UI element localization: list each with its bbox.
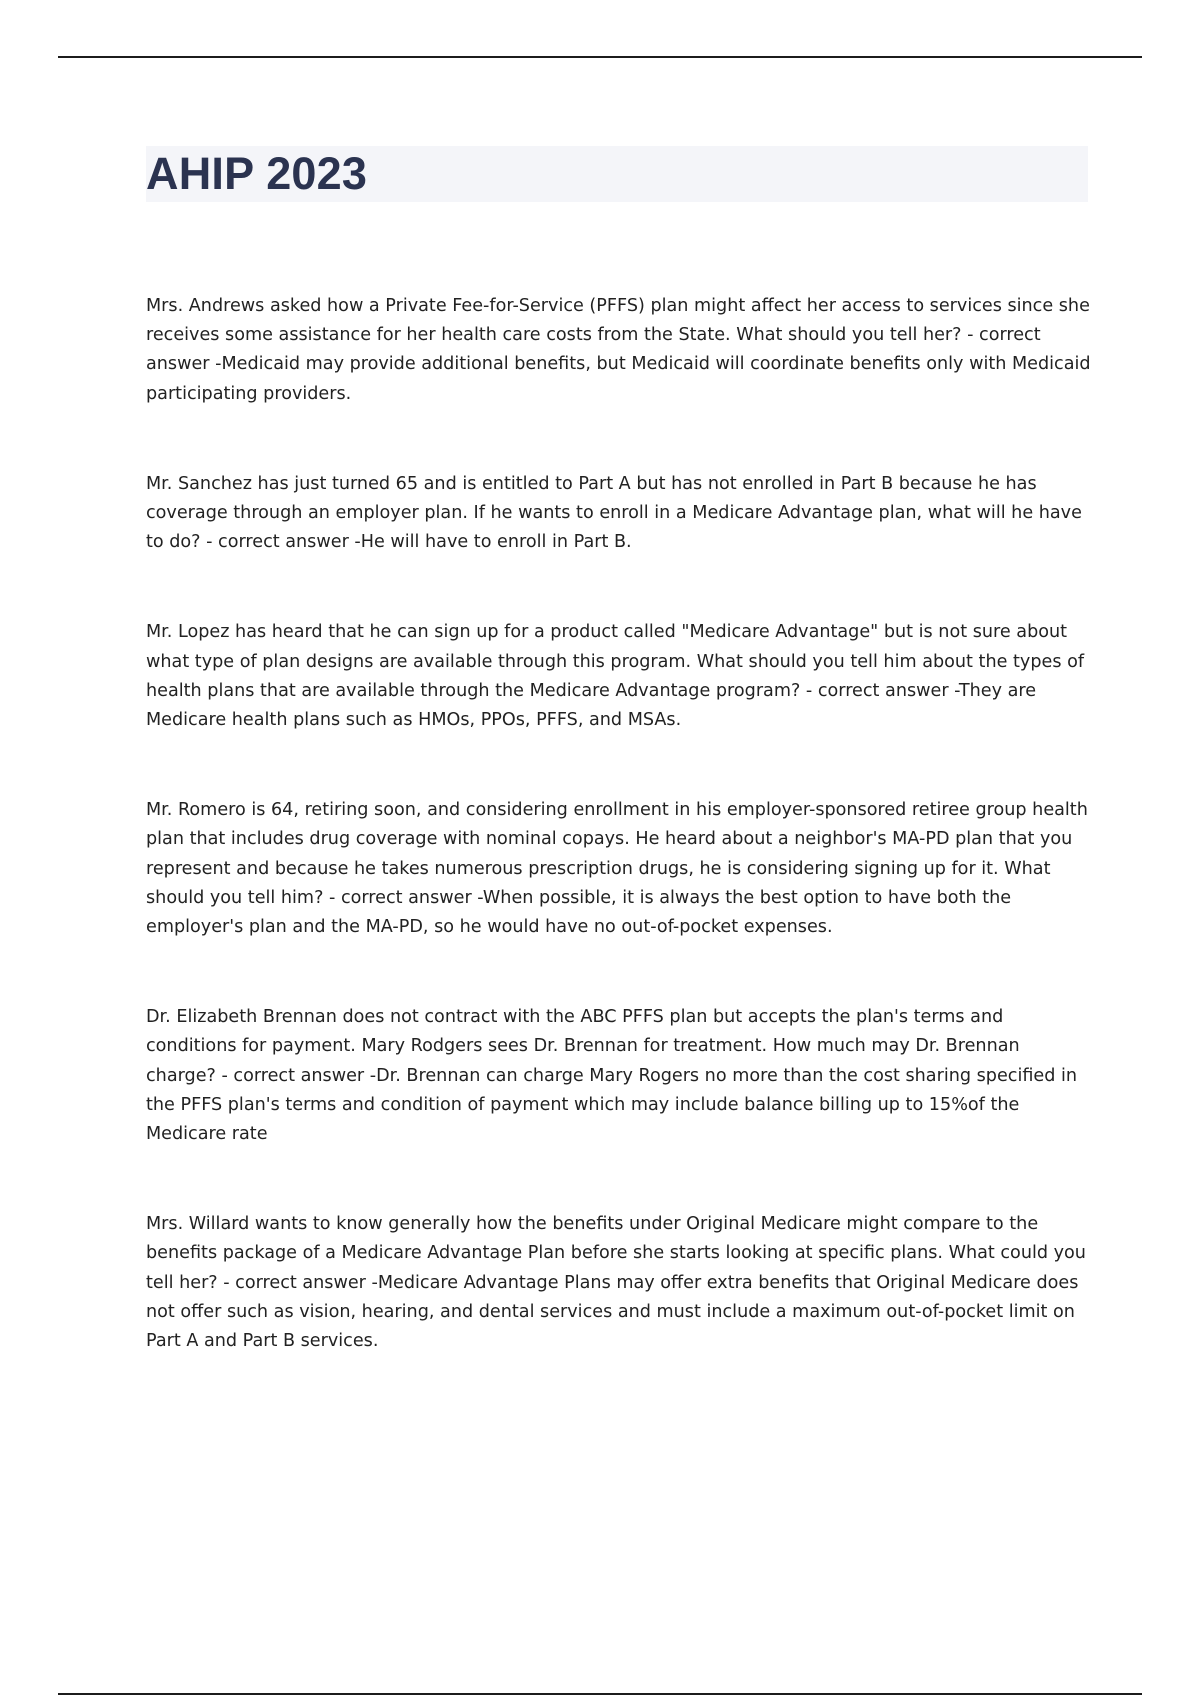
qa-entry-5: Dr. Elizabeth Brennan does not contract with the ABC PFFS plan but accepts the plan's terms and conditions for payment. Mary Rodgers sees Dr. Brennan for treatment. How much may Dr. Brennan charge? - correct answer -Dr. Brennan can charge Mary Rogers no more than the cost sharing specified in the PFFS plan's terms and condition of payment which may include balance billing up to 15%of the Medicare rate [146,1007,1078,1145]
qa-entry-3: Mr. Lopez has heard that he can sign up for a product called "Medicare Advantage" but is not sure about what type of plan designs are available through this program. What should you tell him about the types of health plans that are available through the Medicare Advantage program? - correct answer -They are Medicare health plans such as HMOs, PPOs, PFFS, and MSAs. [146,622,1085,731]
qa-entry-4: Mr. Romero is 64, retiring soon, and considering enrollment in his employer-sponsored retiree group health plan that includes drug coverage with nominal copays. He heard about a neighbor's MA-PD plan that you represent and because he takes numerous prescription drugs, he is considering signing up for it. What should you tell him? - correct answer -When possible, it is always the best option to have both the employer's plan and the MA-PD, so he would have no out-of-pocket expenses. [146,800,1088,938]
top-divider [58,56,1142,58]
qa-list [146,292,1092,1417]
qa-entry-6: Mrs. Willard wants to know generally how the benefits under Original Medicare might compare to the benefits package of a Medicare Advantage Plan before she starts looking at specific plans. What could you tell her? - correct answer -Medicare Advantage Plans may offer extra benefits that Original Medicare does not offer such as vision, hearing, and dental services and must include a maximum out-of-pocket limit on Part A and Part B services. [146,1214,1086,1352]
qa-entry-2: Mr. Sanchez has just turned 65 and is entitled to Part A but has not enrolled in Part B because he has coverage through an employer plan. If he wants to enroll in a Medicare Advantage plan, what will he have to do? - correct answer -He will have to enroll in Part B. [146,473,1082,553]
document-title: AHIP 2023 [146,148,368,199]
qa-entry-1: Mrs. Andrews asked how a Private Fee-for-Service (PFFS) plan might affect her access to services since she receives some assistance for her health care costs from the State. What should you tell her? - correct answer -Medicaid may provide additional benefits, but Medicaid will coordinate benefits only with Medicaid participating providers. [146,296,1091,404]
bottom-divider [58,1693,1142,1695]
title-band [146,146,1088,202]
